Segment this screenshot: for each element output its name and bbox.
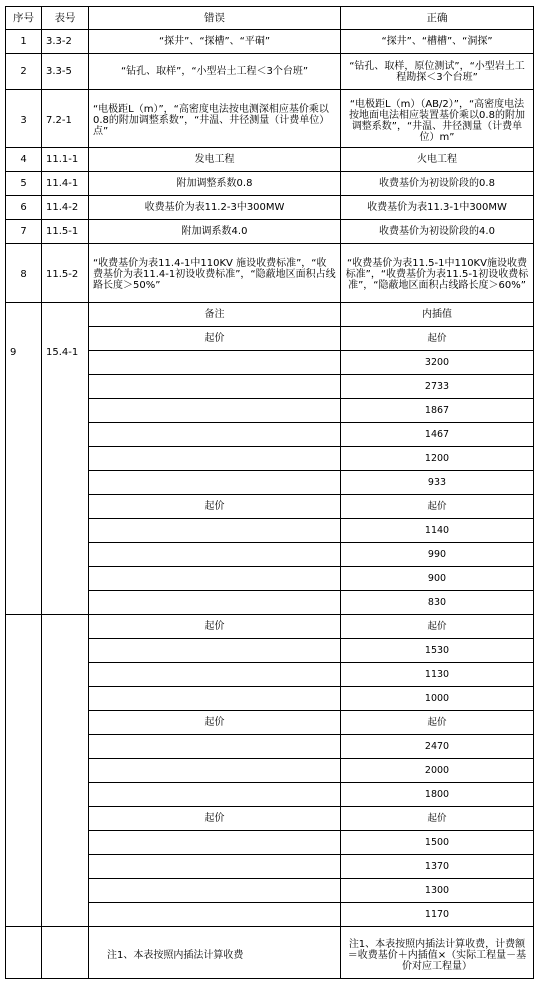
remark-cell: 起价	[89, 807, 341, 831]
row-seq: 4	[6, 148, 42, 172]
interp-value-cell: 2470	[341, 735, 534, 759]
row-table-no: 3.3-5	[42, 54, 89, 90]
interp-value-cell: 1200	[341, 447, 534, 471]
header-table-no: 表号	[42, 7, 89, 30]
interp-value-cell: 2733	[341, 375, 534, 399]
interp-value-cell: 933	[341, 471, 534, 495]
row-table-no: 11.1-1	[42, 148, 89, 172]
remark-cell	[89, 543, 341, 567]
subheader-interp-value: 内插值	[341, 303, 534, 327]
table-row	[6, 244, 534, 303]
remark-cell	[89, 783, 341, 807]
row-wrong: “收费基价为表11.4-1中110KV 施设收费标准”，“收费基价为表11.4-1初设收费标准”，“隐蔽地区面积占线路长度＞50%”	[89, 244, 341, 303]
interp-value-cell: 3200	[341, 351, 534, 375]
row-correct: 收费基价为初设阶段的4.0	[341, 220, 534, 244]
interp-value-cell: 1140	[341, 519, 534, 543]
table-row	[6, 196, 534, 220]
empty-seq-cell	[6, 615, 42, 927]
interp-value-cell: 起价	[341, 807, 534, 831]
note-correct: 注1、本表按照内插法计算收费，计费额＝收费基价＋内插值×（实际工程量－基价对应工程量）	[341, 927, 534, 979]
row-seq: 5	[6, 172, 42, 196]
remark-cell: 起价	[89, 711, 341, 735]
row-correct: “钻孔、取样，原位测试”，“小型岩土工程勘探＜3个台班”	[341, 54, 534, 90]
row-seq: 6	[6, 196, 42, 220]
interp-value-cell: 1000	[341, 687, 534, 711]
table-row	[6, 90, 534, 148]
errata-table	[5, 6, 534, 979]
table-row	[6, 615, 534, 639]
table-row	[6, 54, 534, 90]
table-row	[6, 220, 534, 244]
row-correct: “收费基价为表11.5-1中110KV施设收费标准”，“收费基价为表11.5-1初设收费标准”，“隐蔽地区面积占线路长度＞60%”	[341, 244, 534, 303]
remark-cell	[89, 447, 341, 471]
remark-cell	[89, 567, 341, 591]
row-wrong: “探井”、“探槽”、“平硐”	[89, 30, 341, 54]
interp-value-cell: 1130	[341, 663, 534, 687]
remark-cell	[89, 351, 341, 375]
interp-value-cell: 1867	[341, 399, 534, 423]
remark-cell: 起价	[89, 327, 341, 351]
remark-cell	[89, 759, 341, 783]
interp-value-cell: 起价	[341, 327, 534, 351]
row-seq: 3	[6, 90, 42, 148]
row-wrong: 附加调系数4.0	[89, 220, 341, 244]
note-wrong: 注1、本表按照内插法计算收费	[89, 927, 341, 979]
table-row-note	[6, 927, 534, 979]
row-wrong: “钻孔、取样”，“小型岩土工程＜3个台班”	[89, 54, 341, 90]
row-correct: “电极距L（m）（AB/2）”，“高密度电法按地面电法相应装置基价乘以0.8的附加调整系数”，“井温、井径测量（计费单位）m”	[341, 90, 534, 148]
row-table-no: 11.4-2	[42, 196, 89, 220]
remark-cell	[89, 687, 341, 711]
remark-cell	[89, 855, 341, 879]
interp-value-cell: 起价	[341, 495, 534, 519]
row-table-no: 3.3-2	[42, 30, 89, 54]
interp-value-cell: 1467	[341, 423, 534, 447]
row-seq: 1	[6, 30, 42, 54]
row-wrong: “电极距L（m）”，“高密度电法按电测深相应基价乘以0.8的附加调整系数”，“井温、井径测量（计费单位）点”	[89, 90, 341, 148]
interp-value-cell: 起价	[341, 615, 534, 639]
row-wrong: 收费基价为表11.2-3中300MW	[89, 196, 341, 220]
row-seq: 7	[6, 220, 42, 244]
row-correct: 收费基价为表11.3-1中300MW	[341, 196, 534, 220]
remark-cell	[89, 639, 341, 663]
interp-value-cell: 900	[341, 567, 534, 591]
subheader-remark: 备注	[89, 303, 341, 327]
row-table-no: 15.4-1	[42, 303, 89, 615]
remark-cell	[89, 663, 341, 687]
row-wrong: 附加调整系数0.8	[89, 172, 341, 196]
note-seq-empty	[6, 927, 42, 979]
interp-value-cell: 1300	[341, 879, 534, 903]
interp-value-cell: 1800	[341, 783, 534, 807]
header-seq: 序号	[6, 7, 42, 30]
table-row	[6, 30, 534, 54]
remark-cell: 起价	[89, 495, 341, 519]
header-wrong: 错误	[89, 7, 341, 30]
table-row	[6, 303, 534, 327]
row-table-no: 11.5-2	[42, 244, 89, 303]
row-seq: 2	[6, 54, 42, 90]
interp-value-cell: 990	[341, 543, 534, 567]
interp-value-cell: 1170	[341, 903, 534, 927]
remark-cell	[89, 423, 341, 447]
row-table-no: 7.2-1	[42, 90, 89, 148]
remark-cell	[89, 519, 341, 543]
row-table-no: 11.4-1	[42, 172, 89, 196]
header-correct: 正确	[341, 7, 534, 30]
remark-cell	[89, 399, 341, 423]
row-seq: 9	[6, 303, 42, 615]
remark-cell	[89, 471, 341, 495]
interp-value-cell: 1530	[341, 639, 534, 663]
interp-value-cell: 1500	[341, 831, 534, 855]
remark-cell	[89, 879, 341, 903]
remark-cell	[89, 903, 341, 927]
table-row	[6, 172, 534, 196]
remark-cell: 起价	[89, 615, 341, 639]
note-table-no-empty	[42, 927, 89, 979]
header-row	[6, 7, 534, 30]
table-row	[6, 148, 534, 172]
row-correct: 火电工程	[341, 148, 534, 172]
interp-value-cell: 2000	[341, 759, 534, 783]
row-correct: 收费基价为初设阶段的0.8	[341, 172, 534, 196]
remark-cell	[89, 375, 341, 399]
interp-value-cell: 1370	[341, 855, 534, 879]
row-correct: “探井”、“槽槽”、“洞探”	[341, 30, 534, 54]
remark-cell	[89, 735, 341, 759]
empty-table-no-cell	[42, 615, 89, 927]
interp-value-cell: 起价	[341, 711, 534, 735]
remark-cell	[89, 591, 341, 615]
remark-cell	[89, 831, 341, 855]
interp-value-cell: 830	[341, 591, 534, 615]
row-wrong: 发电工程	[89, 148, 341, 172]
row-seq: 8	[6, 244, 42, 303]
row-table-no: 11.5-1	[42, 220, 89, 244]
